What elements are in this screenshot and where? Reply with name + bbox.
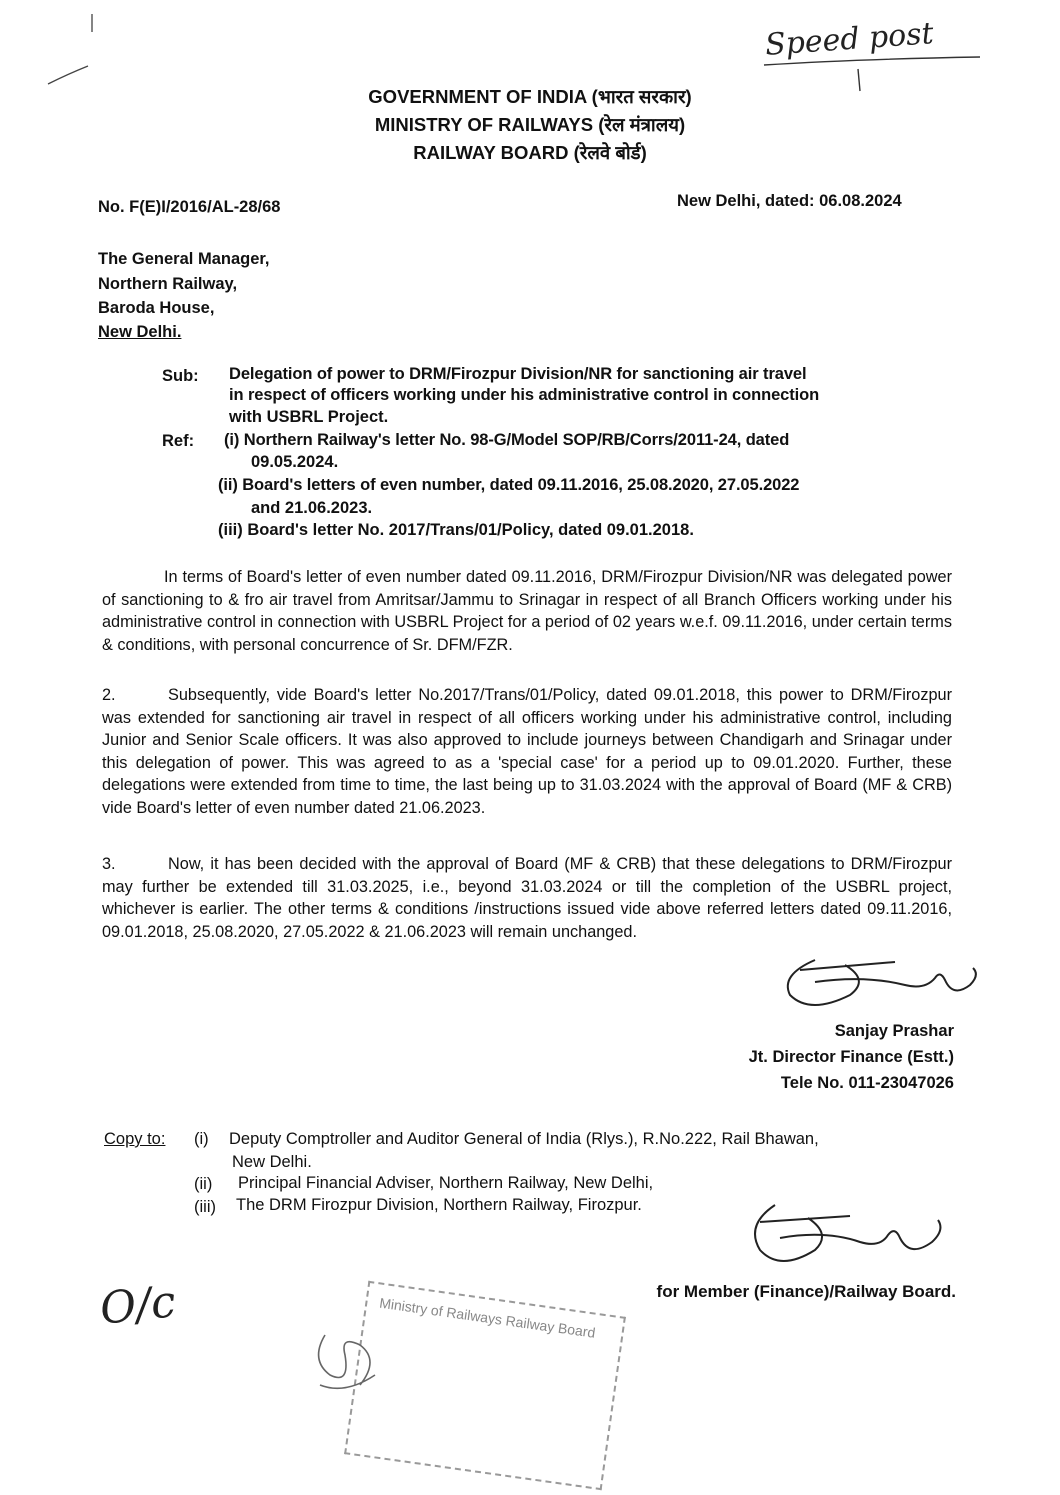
ref-3-line-1: (iii) Board's letter No. 2017/Trans/01/Policy, dated 09.01.2018. xyxy=(218,521,694,539)
signatory-name: Sanjay Prashar xyxy=(834,1022,954,1040)
copy-2-number: (ii) xyxy=(194,1175,213,1193)
signatory-designation: Jt. Director Finance (Estt.) xyxy=(748,1048,954,1066)
header-government: GOVERNMENT OF INDIA (भारत सरकार) xyxy=(368,86,692,107)
signature-icon-2 xyxy=(740,1190,960,1280)
pen-mark-icon xyxy=(40,10,110,90)
copy-2-text: Principal Financial Adviser, Northern Railway, New Delhi, xyxy=(238,1174,654,1192)
ref-1-line-1: (i) Northern Railway's letter No. 98-G/Model SOP/RB/Corrs/2011-24, dated xyxy=(224,431,790,449)
copy-1-line-2: New Delhi. xyxy=(232,1153,312,1171)
paragraph-2-text: Subsequently, vide Board's letter No.2017/Trans/01/Policy, dated 09.01.2018, this power to DRM/Firozpur was extended for sanctioning air travel in respect of all officers working under his administrative control, including Junior and Senior Scale officers. It was also approved to include journeys between Chandigarh and Srinagar under this delegation of power. This was agreed to as a 'special case' for a period up to 09.01.2020. Further, these delegations were extended from time to time, the last being up to 31.03.2024 with the approval of Board (MF & CRB) vide Board's letter of even number dated 21.06.2023. xyxy=(102,686,952,817)
signatory-tele: Tele No. 011-23047026 xyxy=(780,1074,954,1092)
addressee-line-1: The General Manager, xyxy=(98,250,270,268)
ref-2-line-2: and 21.06.2023. xyxy=(251,499,373,517)
paragraph-2 xyxy=(102,684,952,820)
addressee-line-3: Baroda House, xyxy=(98,299,215,317)
ref-1-line-2: 09.05.2024. xyxy=(251,453,339,471)
signature-icon xyxy=(775,940,990,1020)
subject-line-2: in respect of officers working under his administrative control in connection xyxy=(229,386,820,404)
header-ministry: MINISTRY OF RAILWAYS (रेल मंत्रालय) xyxy=(374,114,686,135)
stamp-scribble-icon xyxy=(305,1315,395,1405)
handwritten-speed-post: Speed post xyxy=(763,16,935,63)
ref-2-line-1: (ii) Board's letters of even number, dated 09.11.2016, 25.08.2020, 27.05.2022 xyxy=(218,476,800,494)
addressee-line-4: New Delhi. xyxy=(98,323,182,341)
paragraph-3-number: 3. xyxy=(102,855,116,873)
paragraph-1 xyxy=(102,566,952,656)
copy-3-number: (iii) xyxy=(194,1198,216,1216)
subject-line-1: Delegation of power to DRM/Firozpur Division/NR for sanctioning air travel xyxy=(229,365,807,383)
copy-3-text: The DRM Firozpur Division, Northern Railway, Firozpur. xyxy=(236,1196,642,1214)
stamp-text: Ministry of Railways Railway Board xyxy=(378,1294,597,1341)
for-member-finance: for Member (Finance)/Railway Board. xyxy=(656,1282,956,1301)
paragraph-3-text: Now, it has been decided with the approval of Board (MF & CRB) that these delegations to DRM/Firozpur may further be extended till 31.03.2025, i.e., beyond 31.03.2024 or till the completion of the USBRL project, whichever is earlier. The other terms & conditions /instructions issued vide above referred letters dated 09.11.2016, 09.01.2018, 25.08.2020, 27.05.2022 & 21.06.2023 will remain unchanged. xyxy=(102,855,952,941)
copy-1-number: (i) xyxy=(194,1130,209,1148)
ref-label: Ref: xyxy=(162,432,195,450)
letter-date: New Delhi, dated: 06.08.2024 xyxy=(677,192,902,210)
paragraph-2-number: 2. xyxy=(102,686,116,704)
paragraph-3 xyxy=(102,853,952,943)
copy-to-label: Copy to: xyxy=(104,1130,166,1148)
subject-line-3: with USBRL Project. xyxy=(229,408,389,426)
subject-label: Sub: xyxy=(162,367,199,385)
paragraph-1-text: In terms of Board's letter of even number dated 09.11.2016, DRM/Firozpur Division/NR was delegated power of sanctioning to & fro air travel from Amritsar/Jammu to Srinagar in respect of all Branch Officers working under his administrative control in connection with USBRL Project for a period of 02 years w.e.f. 09.11.2016, under certain terms & conditions, with personal concurrence of Sr. DFM/FZR. xyxy=(102,568,952,654)
letter-number: No. F(E)I/2016/AL-28/68 xyxy=(98,198,281,216)
header-board: RAILWAY BOARD (रेलवे बोर्ड) xyxy=(413,142,647,163)
handwritten-oc-mark: O/c xyxy=(97,1276,179,1335)
addressee-line-2: Northern Railway, xyxy=(98,275,238,293)
copy-1-line-1: Deputy Comptroller and Auditor General of India (Rlys.), R.No.222, Rail Bhawan, xyxy=(229,1130,819,1148)
